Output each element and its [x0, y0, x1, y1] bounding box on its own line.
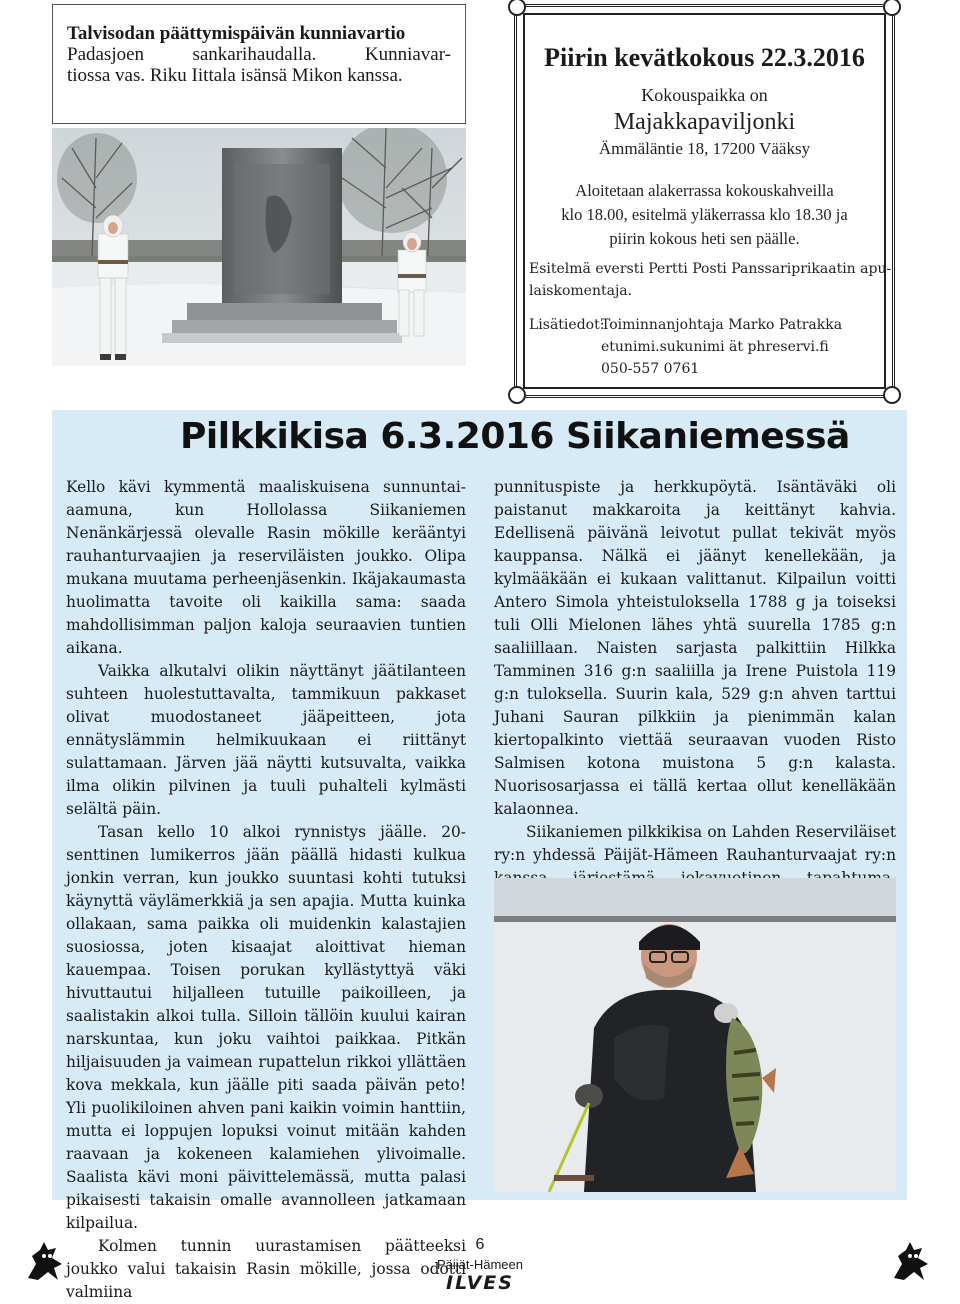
magazine-logo: ILVES: [446, 1272, 514, 1294]
article-paragraph: Siikaniemen pilkkikisa on Lahden Reserviläiset ry:n yhdessä Päijät-Hämeen Rauhanturvaajat ry:n: [494, 823, 896, 864]
caption-line: Padasjoen sankarihaudalla. Kunniavar-: [67, 44, 451, 65]
article-paragraph: Tasan kello 10 alkoi rynnistys jäälle. 20-senttinen lumikerros jään päällä hidasti kulkua jonkin verran, kun joukko suuntasi kohti tutuksi käynyttä väylämerkkiä ja sen apajia. Mutta kuinka ollakaan, sama paikka oli muidenkin kalastajien suosiossa, joten kisaajat aloittivat hieman kauempaa. Toisen porukan kyllästyttyä väki hivuttautui hiljalleen tutuille paikoilleen, ja saalistakin alkoi tulla. Silloin tällöin kuului kairan narskuntaa, kun joku vaihtoi paikkaa. Pitkän hiljaisuuden ja vaimean rupattelun rikkoi yllättäen kova mekkala, kun jäälle piti saada päivän peto! Yli puolikiloinen ahven pani kaikin voimin hanttiin, mutta ei loppujen lopuksi voinut mitään kahden raavaan ja kokeneen kalamiehen ylivoimalle. Saalista kävi moni päivittelemässä, mutta palasi pikaisesti takaisin omalle avannolleen jatkamaan kilpailua.: [66, 823, 466, 1232]
article-paragraph: Kello kävi kymmentä maaliskuisena sunnuntai-aamuna, kun Hollolassa Siikaniemen Nenänkärjessä olevalle Rasin mökille kerääntyi rauhanturvaajien ja reserviläisten joukko. Olipa mukana muutama perheenjäsenkin. Ikäjakaumasta huolimatta tavoite oli kaikilla sama: saada mahdollisimman paljon kaloja seuraavien tuntien aikana.: [66, 478, 466, 657]
page-number: 6: [475, 1236, 485, 1253]
talk-line: laiskomentaja.: [529, 283, 633, 299]
article-paragraph: Vaikka alkutalvi olikin näyttänyt jäätilanteen suhteen huolestuttavalta, tammikuun pakkaset olivat muodostaneet jääpeitteen, jota ennätyslämmin helmikuukaan ei riittänyt sulattamaan. Järven jää näytti kutsuvalta, vaikka ilma olikin pilvinen ja tuuli puhalteli kylmästi selältä päin.: [66, 662, 466, 818]
corner-ornament: [883, 386, 901, 404]
venue-label: Kokouspaikka on: [641, 85, 768, 105]
article-paragraph: Kolmen tunnin uurastamisen päätteeksi joukko valui takaisin Rasin mökille, jossa odotti valmiina: [66, 1237, 466, 1301]
meeting-title: Piirin kevätkokous 22.3.2016: [544, 43, 865, 72]
article-paragraph: punnituspiste ja herkkupöytä. Isäntäväki oli paistanut makkaroita ja keittänyt kahvia. Edellisenä päivänä leivotut pullat tekivät myös kauppansa. Nälkä ei jäänyt kenellekään, ja kylmääkään ei kukaan valittanut. Kilpailun voitti Antero Simola yhteistuloksella 1788 g ja toiseksi tuli Olli Mielonen lähes yhtä suurella 1785 g:n saaliillaan. Naisten sarjasta palkittiin Hilkka Tamminen 316 g:n saaliilla ja Irene Puistola 119 g:n tuloksella. Suurin kala, 529 g:n ahven tarttui Juhani Sauran pilkkiin ja pienimmän kalan kiertopalkinto viettää seuraavan vuoden Risto Salmisen kotona muistona 5 g:n kalasta. Nuorisosarjassa ei tällä kertaa ollut kenelläkään kalaonnea.: [494, 478, 896, 818]
magazine-name: Päijät-Hämeen: [437, 1257, 523, 1272]
info-line: 050-557 0761: [601, 361, 700, 377]
caption-title: Talvisodan päättymispäivän kunniavartio: [67, 23, 406, 44]
caption-line: tiossa vas. Riku Iittala isänsä Mikon kanssa.: [67, 65, 403, 86]
corner-ornament: [508, 0, 526, 16]
corner-ornament: [508, 386, 526, 404]
photo-caption: [52, 4, 466, 124]
schedule-line: klo 18.00, esitelmä yläkerrassa klo 18.30 ja: [561, 205, 848, 224]
ice-fishing-photo: [494, 878, 896, 1192]
schedule-line: piirin kokous heti sen päälle.: [609, 229, 800, 248]
article-right-column: [494, 476, 896, 876]
venue-address: Ämmäläntie 18, 17200 Vääksy: [598, 139, 811, 158]
memorial-photo: [52, 128, 466, 366]
article-headline: Pilkkikisa 6.3.2016 Siikaniemessä: [180, 416, 850, 457]
schedule-line: Aloitetaan alakerrassa kokouskahveilla: [575, 181, 834, 200]
meeting-notice: [514, 4, 895, 398]
venue-name: Majakkapaviljonki: [613, 109, 796, 135]
corner-ornament: [883, 0, 901, 16]
talk-line: Esitelmä eversti Pertti Posti Panssariprikaatin apu-: [529, 261, 892, 277]
info-line: Toiminnanjohtaja Marko Patrakka: [601, 317, 843, 333]
info-line: etunimi.sukunimi ät phreservi.fi: [601, 339, 829, 355]
info-label: Lisätiedot:: [529, 317, 605, 333]
article-left-column: [66, 476, 466, 1301]
